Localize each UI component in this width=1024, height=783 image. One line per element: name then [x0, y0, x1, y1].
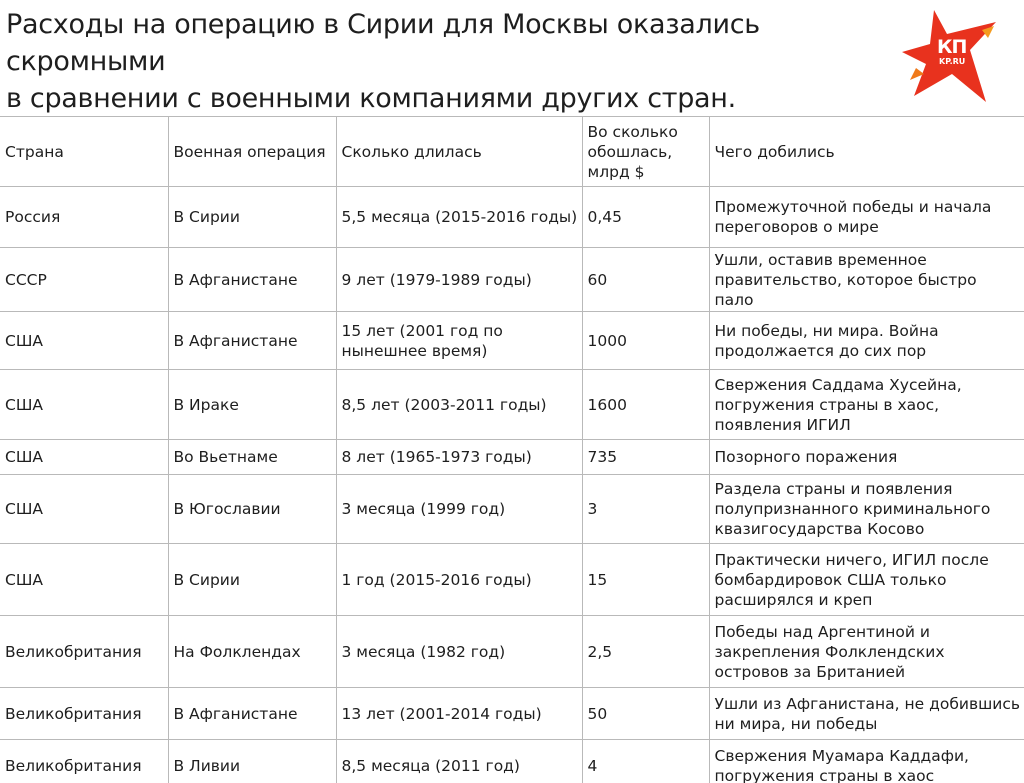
cell-cost: 15	[582, 544, 709, 616]
table-row	[0, 248, 1024, 312]
headline-line-2: в сравнении с военными компаниями других стран.	[6, 83, 736, 114]
cell-operation: В Югославии	[168, 475, 336, 544]
cell-operation: В Афганистане	[168, 312, 336, 370]
table-row	[0, 440, 1024, 475]
cell-operation: В Афганистане	[168, 688, 336, 740]
cell-result: Победы над Аргентиной и закрепления Фолклендских островов за Британией	[709, 616, 1024, 688]
table-row	[0, 616, 1024, 688]
cell-duration: 3 месяца (1982 год)	[336, 616, 582, 688]
column-header-cost: Во сколько обошлась, млрд $	[582, 117, 709, 187]
cell-operation: В Ливии	[168, 740, 336, 783]
cell-result: Свержения Саддама Хусейна, погружения страны в хаос, появления ИГИЛ	[709, 370, 1024, 440]
cell-cost: 2,5	[582, 616, 709, 688]
cell-result: Практически ничего, ИГИЛ после бомбардировок США только расширялся и креп	[709, 544, 1024, 616]
operations-table	[0, 116, 1024, 783]
cell-country: СССР	[0, 248, 168, 312]
cell-duration: 5,5 месяца (2015-2016 годы)	[336, 187, 582, 248]
cell-country: США	[0, 544, 168, 616]
cell-cost: 60	[582, 248, 709, 312]
cell-duration: 3 месяца (1999 год)	[336, 475, 582, 544]
cell-operation: В Афганистане	[168, 248, 336, 312]
cell-operation: На Фолклендах	[168, 616, 336, 688]
cell-country: Великобритания	[0, 740, 168, 783]
cell-cost: 50	[582, 688, 709, 740]
cell-country: США	[0, 312, 168, 370]
table-row	[0, 370, 1024, 440]
cell-operation: В Ираке	[168, 370, 336, 440]
cell-cost: 1600	[582, 370, 709, 440]
headline-line-1: Расходы на операцию в Сирии для Москвы оказались скромными	[6, 9, 760, 77]
cell-cost: 0,45	[582, 187, 709, 248]
cell-duration: 8,5 месяца (2011 год)	[336, 740, 582, 783]
table-header-row	[0, 117, 1024, 187]
column-header-operation: Военная операция	[168, 117, 336, 187]
table-row	[0, 688, 1024, 740]
table-row	[0, 187, 1024, 248]
kp-logo-subtext: KP.RU	[939, 57, 966, 66]
cell-duration: 15 лет (2001 год по нынешнее время)	[336, 312, 582, 370]
cell-country: США	[0, 475, 168, 544]
cell-duration: 13 лет (2001-2014 годы)	[336, 688, 582, 740]
cell-result: Раздела страны и появления полупризнанного криминального квазигосударства Косово	[709, 475, 1024, 544]
column-header-country: Страна	[0, 117, 168, 187]
table-row	[0, 740, 1024, 783]
cell-duration: 8 лет (1965-1973 годы)	[336, 440, 582, 475]
cell-duration: 8,5 лет (2003-2011 годы)	[336, 370, 582, 440]
cell-duration: 9 лет (1979-1989 годы)	[336, 248, 582, 312]
cell-result: Ушли, оставив временное правительство, которое быстро пало	[709, 248, 1024, 312]
cell-country: США	[0, 440, 168, 475]
kp-logo	[900, 8, 1000, 106]
table-row	[0, 475, 1024, 544]
cell-country: Великобритания	[0, 688, 168, 740]
cell-operation: Во Вьетнаме	[168, 440, 336, 475]
cell-operation: В Сирии	[168, 544, 336, 616]
cell-result: Ушли из Афганистана, не добившись ни мира, ни победы	[709, 688, 1024, 740]
cell-cost: 1000	[582, 312, 709, 370]
cell-operation: В Сирии	[168, 187, 336, 248]
table-row	[0, 544, 1024, 616]
cell-duration: 1 год (2015-2016 годы)	[336, 544, 582, 616]
cell-result: Промежуточной победы и начала переговоров о мире	[709, 187, 1024, 248]
cell-result: Позорного поражения	[709, 440, 1024, 475]
cell-cost: 3	[582, 475, 709, 544]
cell-cost: 735	[582, 440, 709, 475]
cell-country: Россия	[0, 187, 168, 248]
cell-country: Великобритания	[0, 616, 168, 688]
headline	[6, 6, 886, 117]
column-header-duration: Сколько длилась	[336, 117, 582, 187]
cell-result: Свержения Муамара Каддафи, погружения страны в хаос	[709, 740, 1024, 783]
column-header-result: Чего добились	[709, 117, 1024, 187]
cell-cost: 4	[582, 740, 709, 783]
kp-logo-text: КП	[937, 36, 967, 58]
table-row	[0, 312, 1024, 370]
cell-result: Ни победы, ни мира. Война продолжается до сих пор	[709, 312, 1024, 370]
cell-country: США	[0, 370, 168, 440]
